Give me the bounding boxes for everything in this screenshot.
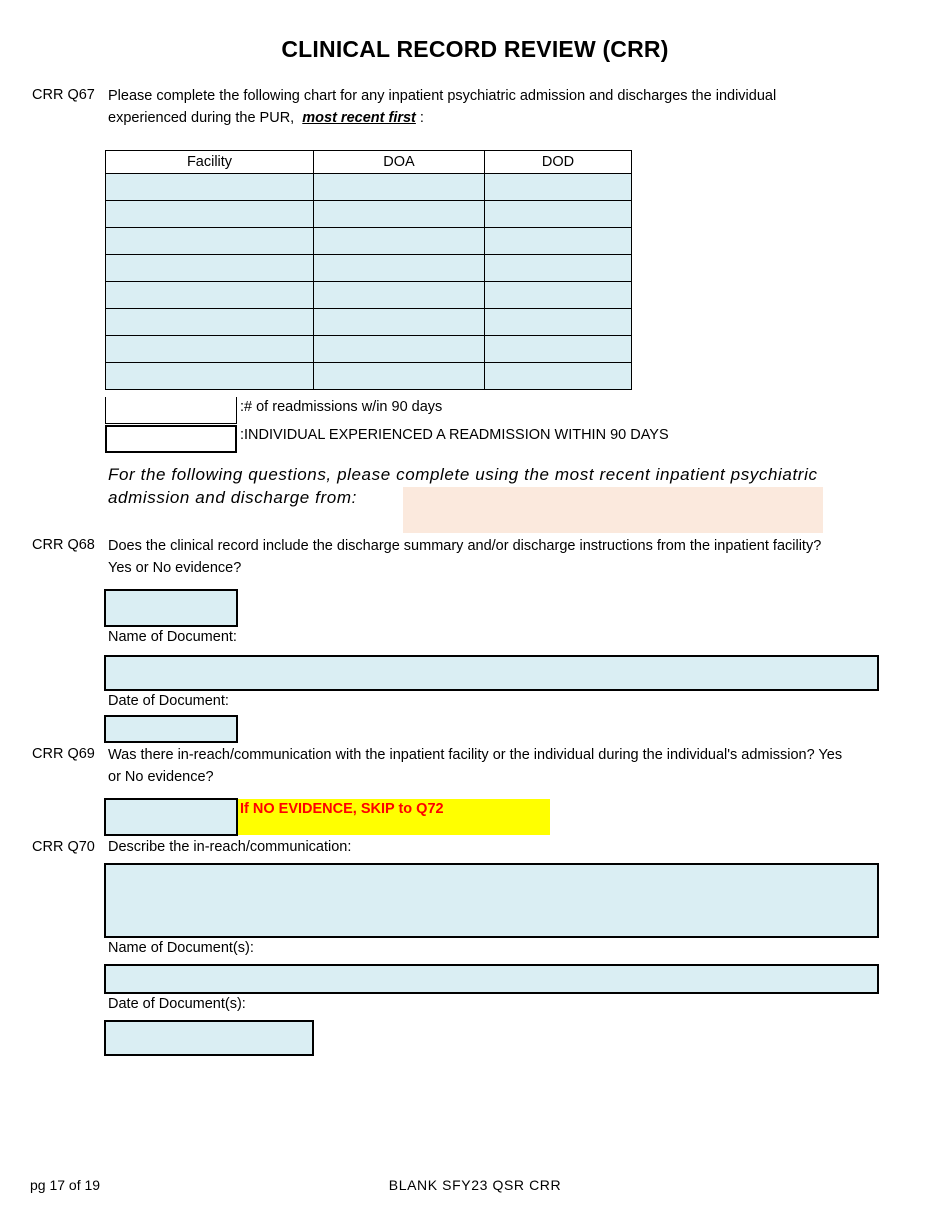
q68-label: CRR Q68 — [32, 537, 95, 553]
facility-cell[interactable] — [106, 201, 314, 228]
skip-warning: If NO EVIDENCE, SKIP to Q72 — [238, 799, 550, 835]
page-title: CLINICAL RECORD REVIEW (CRR) — [281, 36, 669, 62]
dod-cell[interactable] — [485, 255, 632, 282]
admissions-table — [105, 150, 632, 390]
q70-doc-name-label: Name of Document(s): — [108, 940, 254, 956]
doa-cell[interactable] — [314, 309, 485, 336]
facility-cell[interactable] — [106, 309, 314, 336]
instruction-note: For the following questions, please complete using the most recent inpatient psychiatric admission and discharge from: — [108, 465, 818, 507]
q69-label: CRR Q69 — [32, 746, 95, 762]
facility-cell[interactable] — [106, 174, 314, 201]
q70-label: CRR Q70 — [32, 839, 95, 855]
q67-label: CRR Q67 — [32, 87, 95, 103]
q68-doc-date-label: Date of Document: — [108, 693, 229, 709]
q69-question: Was there in-reach/communication with the inpatient facility or the individual during the individual's admission? Yes or No evidence? — [108, 747, 843, 785]
table-row — [106, 174, 632, 201]
readmission-flag-label: :INDIVIDUAL EXPERIENCED A READMISSION WITHIN 90 DAYS — [240, 427, 669, 443]
q70-description-input[interactable] — [104, 863, 879, 938]
table-row — [106, 363, 632, 390]
dod-cell[interactable] — [485, 174, 632, 201]
q68-doc-name-input[interactable] — [104, 655, 879, 691]
facility-cell[interactable] — [106, 255, 314, 282]
table-row — [106, 255, 632, 282]
q69-answer-input[interactable] — [104, 798, 238, 836]
q67-question — [108, 85, 848, 129]
readmissions-count-label: :# of readmissions w/in 90 days — [240, 399, 443, 415]
page-number: pg 17 of 19 — [30, 1177, 101, 1193]
q68-answer-input[interactable] — [104, 589, 238, 627]
readmission-flag-input[interactable] — [105, 425, 237, 453]
q70-doc-date-label: Date of Document(s): — [108, 996, 246, 1012]
q67-emphasis: most recent first — [302, 110, 416, 126]
dod-cell[interactable] — [485, 282, 632, 309]
doa-cell[interactable] — [314, 228, 485, 255]
doa-cell[interactable] — [314, 255, 485, 282]
table-row — [106, 201, 632, 228]
doa-cell[interactable] — [314, 336, 485, 363]
column-header-dod: DOD — [485, 151, 632, 174]
table-row — [106, 282, 632, 309]
doa-cell[interactable] — [314, 174, 485, 201]
q68-question: Does the clinical record include the discharge summary and/or discharge instructions from the inpatient facility? Yes or No evidence? — [108, 538, 822, 576]
q70-doc-name-input[interactable] — [104, 964, 879, 994]
doa-cell[interactable] — [314, 201, 485, 228]
facility-cell[interactable] — [106, 228, 314, 255]
table-row — [106, 336, 632, 363]
q67-suffix: : — [419, 110, 424, 126]
dod-cell[interactable] — [485, 309, 632, 336]
doa-cell[interactable] — [314, 282, 485, 309]
form-name: BLANK SFY23 QSR CRR — [388, 1177, 562, 1193]
q70-doc-date-input[interactable] — [104, 1020, 314, 1056]
q67-text: Please complete the following chart for any inpatient psychiatric admission and discharges the individual experienced during the PUR, — [108, 88, 777, 126]
dod-cell[interactable] — [485, 201, 632, 228]
table-row — [106, 309, 632, 336]
table-row — [106, 228, 632, 255]
column-header-doa: DOA — [314, 151, 485, 174]
dod-cell[interactable] — [485, 336, 632, 363]
table-header-row — [106, 151, 632, 174]
column-header-facility: Facility — [106, 151, 314, 174]
facility-cell[interactable] — [106, 282, 314, 309]
readmissions-count-input[interactable] — [105, 397, 237, 424]
doa-cell[interactable] — [314, 363, 485, 390]
facility-cell[interactable] — [106, 363, 314, 390]
dod-cell[interactable] — [485, 228, 632, 255]
q68-doc-name-label: Name of Document: — [108, 629, 237, 645]
q68-doc-date-input[interactable] — [104, 715, 238, 743]
facility-cell[interactable] — [106, 336, 314, 363]
dod-cell[interactable] — [485, 363, 632, 390]
q70-question: Describe the in-reach/communication: — [108, 839, 352, 855]
